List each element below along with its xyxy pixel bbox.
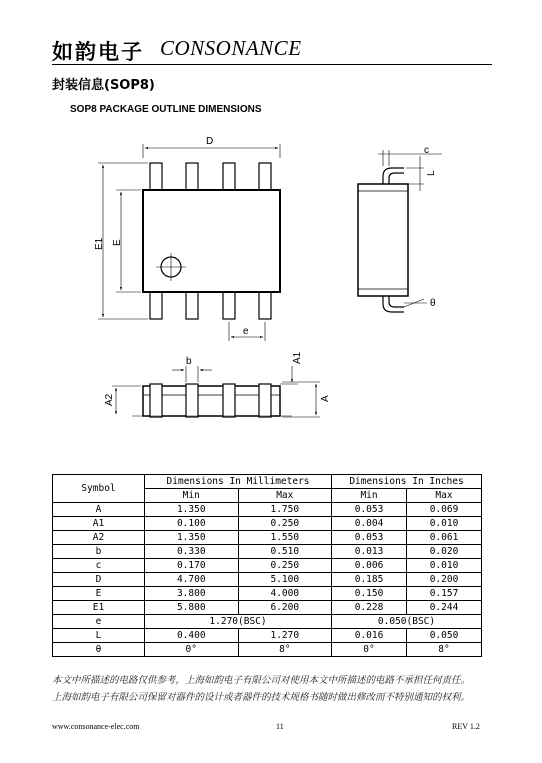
cell-in-min: 0° (332, 643, 407, 657)
cell-in-min: 0.228 (332, 601, 407, 615)
header-millimeters: Dimensions In Millimeters (145, 475, 332, 489)
cell-in-max: 0.020 (407, 545, 482, 559)
cell-in-max: 0.061 (407, 531, 482, 545)
table-row (53, 545, 482, 559)
cell-mm-span: 1.270(BSC) (145, 615, 332, 629)
cell-mm-max: 1.550 (238, 531, 332, 545)
cell-in-min: 0.185 (332, 573, 407, 587)
footer-page-number: 11 (276, 722, 284, 731)
cell-in-min: 0.004 (332, 517, 407, 531)
table-row (53, 573, 482, 587)
cell-in-min: 0.150 (332, 587, 407, 601)
cell-mm-min: 4.700 (145, 573, 239, 587)
cell-in-min: 0.016 (332, 629, 407, 643)
cell-in-max: 0.010 (407, 517, 482, 531)
header-mm-max: Max (238, 489, 332, 503)
cell-in-max: 0.244 (407, 601, 482, 615)
footer-url[interactable]: www.consonance-elec.com (52, 722, 140, 731)
cell-symbol: E1 (53, 601, 145, 615)
cell-symbol: b (53, 545, 145, 559)
cell-in-max: 0.069 (407, 503, 482, 517)
cell-mm-min: 0.100 (145, 517, 239, 531)
cell-symbol: θ (53, 643, 145, 657)
cell-in-min: 0.013 (332, 545, 407, 559)
label-D: D (206, 136, 214, 147)
dimensions-table (52, 474, 482, 657)
package-outline-svg (52, 96, 492, 461)
cell-symbol: A2 (53, 531, 145, 545)
cell-symbol: E (53, 587, 145, 601)
cell-mm-min: 3.800 (145, 587, 239, 601)
label-A2: A2 (104, 393, 115, 406)
label-E1: E1 (94, 237, 105, 250)
table-row (53, 615, 482, 629)
label-theta: θ (430, 298, 436, 309)
cell-symbol: A1 (53, 517, 145, 531)
cell-mm-min: 0° (145, 643, 239, 657)
cell-mm-min: 0.400 (145, 629, 239, 643)
label-A: A (320, 395, 331, 402)
cell-mm-min: 1.350 (145, 531, 239, 545)
table-row (53, 531, 482, 545)
cell-in-max: 0.200 (407, 573, 482, 587)
table-row (53, 517, 482, 531)
table-row (53, 503, 482, 517)
brand-name-chinese: 如韵电子 (52, 39, 144, 64)
footer-revision: REV 1.2 (452, 722, 480, 731)
disclaimer-note-1: 本文中所描述的电路仅供参考，上海如韵电子有限公司对使用本文中所描述的电路不承担任何责任。 (52, 675, 471, 686)
cell-in-min: 0.053 (332, 503, 407, 517)
header-mm-min: Min (145, 489, 239, 503)
package-outline-drawing (52, 96, 492, 461)
label-b: b (186, 356, 192, 367)
label-e: e (243, 326, 249, 337)
cell-in-max: 0.157 (407, 587, 482, 601)
page-header (52, 34, 492, 64)
cell-symbol: e (53, 615, 145, 629)
cell-mm-max: 0.250 (238, 517, 332, 531)
cell-mm-min: 5.800 (145, 601, 239, 615)
cell-mm-min: 0.330 (145, 545, 239, 559)
cell-mm-max: 4.000 (238, 587, 332, 601)
label-A1: A1 (292, 351, 303, 364)
cell-in-max: 8° (407, 643, 482, 657)
table-row (53, 559, 482, 573)
cell-mm-max: 6.200 (238, 601, 332, 615)
table-row (53, 643, 482, 657)
cell-mm-max: 1.750 (238, 503, 332, 517)
cell-in-max: 0.050 (407, 629, 482, 643)
cell-mm-max: 0.250 (238, 559, 332, 573)
cell-in-min: 0.053 (332, 531, 407, 545)
cell-symbol: L (53, 629, 145, 643)
label-E: E (112, 239, 123, 246)
cell-in-span: 0.050(BSC) (332, 615, 482, 629)
cell-mm-max: 5.100 (238, 573, 332, 587)
cell-mm-max: 1.270 (238, 629, 332, 643)
table-row (53, 601, 482, 615)
cell-mm-min: 0.170 (145, 559, 239, 573)
drawing-title: SOP8 PACKAGE OUTLINE DIMENSIONS (70, 104, 262, 115)
top-view (98, 144, 280, 341)
table-row (53, 629, 482, 643)
cell-in-max: 0.010 (407, 559, 482, 573)
cell-symbol: D (53, 573, 145, 587)
header-divider (52, 64, 492, 65)
disclaimer-note-2: 上海如韵电子有限公司保留对器件的设计或者器件的技术规格书随时做出修改而不特别通知的权利。 (52, 692, 471, 703)
cell-in-min: 0.006 (332, 559, 407, 573)
cell-mm-min: 1.350 (145, 503, 239, 517)
cell-symbol: c (53, 559, 145, 573)
cell-mm-max: 8° (238, 643, 332, 657)
brand-name-english: CONSONANCE (160, 36, 302, 60)
header-inches: Dimensions In Inches (332, 475, 482, 489)
table-row (53, 587, 482, 601)
label-c: c (424, 145, 429, 156)
cell-symbol: A (53, 503, 145, 517)
cell-mm-max: 0.510 (238, 545, 332, 559)
label-L: L (426, 170, 437, 176)
header-in-max: Max (407, 489, 482, 503)
front-view (112, 366, 320, 417)
header-in-min: Min (332, 489, 407, 503)
header-symbol: Symbol (53, 475, 145, 503)
section-title: 封装信息(SOP8) (52, 78, 155, 93)
